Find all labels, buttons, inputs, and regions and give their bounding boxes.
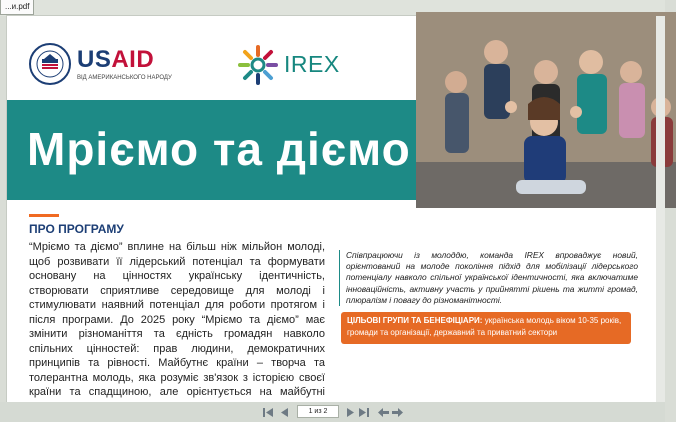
pdf-toolbar: [0, 402, 665, 422]
usaid-seal-icon: [29, 43, 71, 85]
next-page-icon[interactable]: [345, 407, 356, 417]
irex-quote: Співпрацюючи із молоддю, команда IREX впроваджує новий, орієнтований на молоде покоління підхід для мобілізації лідерського потенціалу навколо спільної української ідентичності, яка включатиме інноваційність, активну участь у прийнятті рішень та житті громад, плюралізм і повагу до різноманітності.: [339, 250, 638, 306]
first-page-icon[interactable]: [262, 407, 273, 417]
vertical-scrollbar[interactable]: [656, 16, 665, 402]
target-groups-label: ЦІЛЬОВІ ГРУПИ ТА БЕНЕФІЦІАРИ:: [347, 316, 483, 325]
pdf-page: [7, 16, 656, 402]
usaid-subtitle: ВІД АМЕРИКАНСЬКОГО НАРОДУ: [77, 75, 172, 81]
previous-page-icon[interactable]: [278, 407, 289, 417]
back-arrow-icon[interactable]: [378, 407, 389, 417]
usaid-wordmark: USAID: [77, 46, 155, 73]
target-groups-text: українська молодь віком 10-35 років, громади та організації, державний та приватний сектори: [347, 316, 622, 337]
last-page-icon[interactable]: [358, 407, 369, 417]
page-indicator[interactable]: 1 из 2: [297, 405, 339, 418]
irex-mark-icon: [237, 44, 279, 86]
usaid-logo: [29, 43, 179, 89]
target-groups-box: [341, 312, 631, 344]
about-body: “Мріємо та діємо” вплине на більш ніж мільйон молоді, щоб розвивати її лідерський потенціал та формувати основану на цінностях українську ідентичність, створювати сприятливе середовище для молоді і стимулювати наявний потенціал для роботи протягом і після програми. До 2025 року “Мріємо та діємо” має змінити різноманіття та єдність громадян навколо спільних цінностей: прав людини, демократичних принципів та рівності. Майбутнє країни – творча та толерантна молодь, яка розуміє зв'язок з історією своєї країни та спадщиною, але орієнтується на майбутні: [29, 241, 325, 398]
document-tab[interactable]: ...и.pdf: [0, 0, 34, 15]
irex-logo: [237, 44, 347, 88]
banner-title: Мріємо та діємо: [27, 123, 411, 175]
forward-arrow-icon[interactable]: [392, 407, 403, 417]
irex-wordmark: IREX: [284, 51, 340, 77]
section-accent-rule: [29, 214, 59, 217]
group-photo: [416, 12, 676, 208]
about-heading: ПРО ПРОГРАМУ: [29, 222, 124, 236]
